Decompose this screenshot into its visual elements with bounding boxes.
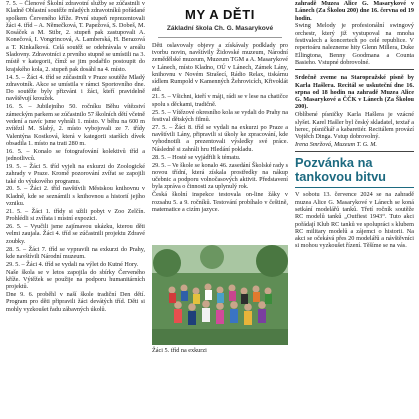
middle-paragraph: 21. 5. – Všichni, kteří v máji, rádi se v lese na chatičce spolu s děckami, tradičně. bbox=[152, 93, 288, 108]
middle-paragraph: 25. 5. – Vítězové okresního kola se vydali do Prahy na festival dětských filmů. bbox=[152, 108, 288, 123]
section-subtitle: Základní škola Ch. G. Masarykové bbox=[166, 25, 274, 32]
middle-paragraph: Česká školní inspekce testovala on-line žáky v rozsahu 5. a 9. ročníků. Testování probíhalo v češtině, matematice a cizím jazyce. bbox=[152, 191, 288, 213]
divider bbox=[158, 37, 282, 38]
divider bbox=[295, 69, 414, 70]
left-paragraph: 7. 5. – Členové Školní zdravotní služby se zúčastnili v Kladně Oblastní soutěže mladých zdravotníků pořádané spolkem Červeného kříže. První stupeň reprezentovali žáci 4. tříd – A. Němečková, T. Papežová, S. Dobeš, M. Kosáček a M. Stibr, 2. stupeň pak zastupovali A. Konečová, I. Vongrincová, A. Lamberská, H. Berazová a T. Kinkalková. Celá soutěž se odehrávala v areálu Sladovny. Zdravotníci z prvního stupně se umístili na 3. místě v kategorii, čímž se jim podařilo postoupit do krajského kola, 2. stupeň pak dosáhl na 4. místo. bbox=[6, 0, 145, 73]
section-header bbox=[152, 8, 288, 32]
left-paragraph: Naše škola se v letos zapojila do sbírky Červeného kříže. Výtěžek se použije na podporu humanitárních projektů. bbox=[6, 268, 145, 291]
middle-paragraph: 27. 5. – Žáci 8. tříd se vydali na exkurzi po Praze a navštívili Lány, připravili si úkoly ke zpracování, kde vyhodnotili a prezentovali výsledky své práce. Následně si zahráli hru Hledání pokladu. bbox=[152, 123, 288, 153]
middle-paragraph: 29. 5. – Ve škole se konalo 46. zasedání Školské rady s novou třídní, která získala prostředky na nákup učebnic a podporu volnočasových aktivit. Představení byla zpráva o činnosti za uplynulý rok. bbox=[152, 161, 288, 191]
group-photo bbox=[152, 245, 288, 345]
right-column bbox=[295, 0, 414, 419]
middle-paragraph: 28. 5. – Hosté se vyjádřili k tématu. bbox=[152, 153, 241, 161]
left-column bbox=[6, 0, 145, 419]
group-photo-illustration bbox=[152, 245, 288, 345]
left-paragraph: 29. 5. – Žáci 4. tříd se vydali na výlet do Kutné Hory. bbox=[6, 260, 139, 268]
left-paragraph: 16. 5. – Konalo se fotografování kolektivů tříd a jednotlivců. bbox=[6, 147, 145, 163]
event-description: Swing Melody je profesionální swingový orchestr, který již vystupoval na mnoha festivalech a koncertech po celé republice. V repertoáru nalezneme hity Glenn Millera, Duke Ellingtona, Benny Goodmana a Counta Basieho. Vstupné dobrovolné. bbox=[295, 22, 414, 66]
divider bbox=[295, 151, 414, 152]
section-title: MY A DĚTI bbox=[185, 7, 255, 22]
left-paragraph: 28. 5. – Žáci 7. tříd se vypravili na exkurzi do Prahy, kde navštívili Národní muzeum. bbox=[6, 245, 145, 260]
left-paragraph: 14. 5. – Žáci 4. tříd se zúčastnili v Praze soutěže Mladý zdravotník. Akce se umístila v rámci Sportovního dne. Do soutěže byly přizváni i žáci, kteří pravidelně navštěvují kroužek. bbox=[6, 73, 145, 103]
photo-caption-text: Žáci 5. tříd na exkurzi bbox=[152, 347, 207, 354]
heading-rule bbox=[295, 187, 414, 188]
middle-paragraph: Děti oslavovaly objevy a získávaly podklady pro tvorbu novin, navštívily Židovské muzeum, Národní zemědělské muzeum, Muzeum TGM a A. Masarykové v Lánech, místo Kladno, OÚ v Lánech, Zámek Lány, knihovnu v Novém Strašecí, Rádio Relax, tiskárnu sídlem Rumpold v Kamenných Žehrovicích, Křivoklát atd. bbox=[152, 41, 288, 93]
left-paragraph: 26. 5. – Vyučili jsme zajímavou ukázku, kterou děti velmi zaujala. Žáci 4. tříd se zúčastnili projektu Zdravé zoubky. bbox=[6, 223, 145, 245]
left-paragraph: 19. 5. – Žáci 5. tříd vyjeli na exkurzi do Zoologické zahrady v Praze. Kromě pozorování zvířat se zapojili také do výukového programu. bbox=[6, 162, 145, 185]
signature: Irena Smržová, Muzeum T. G. M. bbox=[295, 141, 377, 149]
left-paragraph: 21. 5. – Žáci 1. třídy si užili pobyt v Zoo Zelčín. Prohlédli si zvířata i místní expozici. bbox=[6, 207, 145, 223]
recital-description: Oblíbené písničky Karla Hašlera je vzácné slyšet. Karel Hašler byl český skladatel, textař a herec, písničkář a kabaretiér. Recitálem provází Vojtěch Dinga. Vstup dobrovolný. bbox=[295, 111, 414, 141]
left-paragraph: 20. 5. – Žáci 2. tříd navštívili Městskou knihovnu v Kladně, kde se seznámili s knihovnou a historií jejího vzniku. bbox=[6, 185, 145, 207]
article-heading: Pozvánka na tankovou bitvu bbox=[295, 155, 387, 185]
article-body: V sobotu 13. července 2024 se na zahradě muzea Alice G. Masarykové v Lánech se koná setkání modelářů tanků. Třetí ročník soutěže RC modelů tanků „Outfiest 1943“. Tuto akci pořádají Klub RC tanků ve spolupráci s klubem RC military modelů a zájemci o historii. Na akci se očekává přes 20 modelářů a návštěvníci si mohou vyzkoušet řízení. Těšíme se na vás. bbox=[295, 191, 414, 250]
photo-caption bbox=[152, 347, 288, 355]
event-notice-lead: zahradě Muzea Alice G. Masarykové v Lánech (Za Školou 200) dne 16. června od 19 hodin. bbox=[295, 0, 414, 22]
left-paragraph: Dne 9. 6. proběhl v naší škole tradiční Den dětí. Program pro děti připravili žáci devátých tříd. Děti si mohly vyzkoušet řadu zábavných úkolů. bbox=[6, 291, 145, 313]
middle-column bbox=[152, 0, 288, 419]
recital-notice: Srdečně zveme na Staropražské písně by Karla Hašlera. Recitál se uskuteční dne 16. srpna od 18 hodin na zahradě Muzea Alice G. Masarykové a ČČK v Lánech (Za Školou 200). bbox=[295, 74, 414, 111]
left-paragraph: 16. 5. – Jubilejního 50. ročníku Běhu vítězství zámeckým parkem se zúčastnilo 57 školních dětí včetně vedení a navíc jsme vyhráli 1. místo. V běhu na 600 m zvítězil M. Slabý, 2. místo vybojovali ze 7. třídy Valentýna Kostková, která v kategorii starších dívek obsadila 1. místo na trati 280 m. bbox=[6, 103, 145, 147]
